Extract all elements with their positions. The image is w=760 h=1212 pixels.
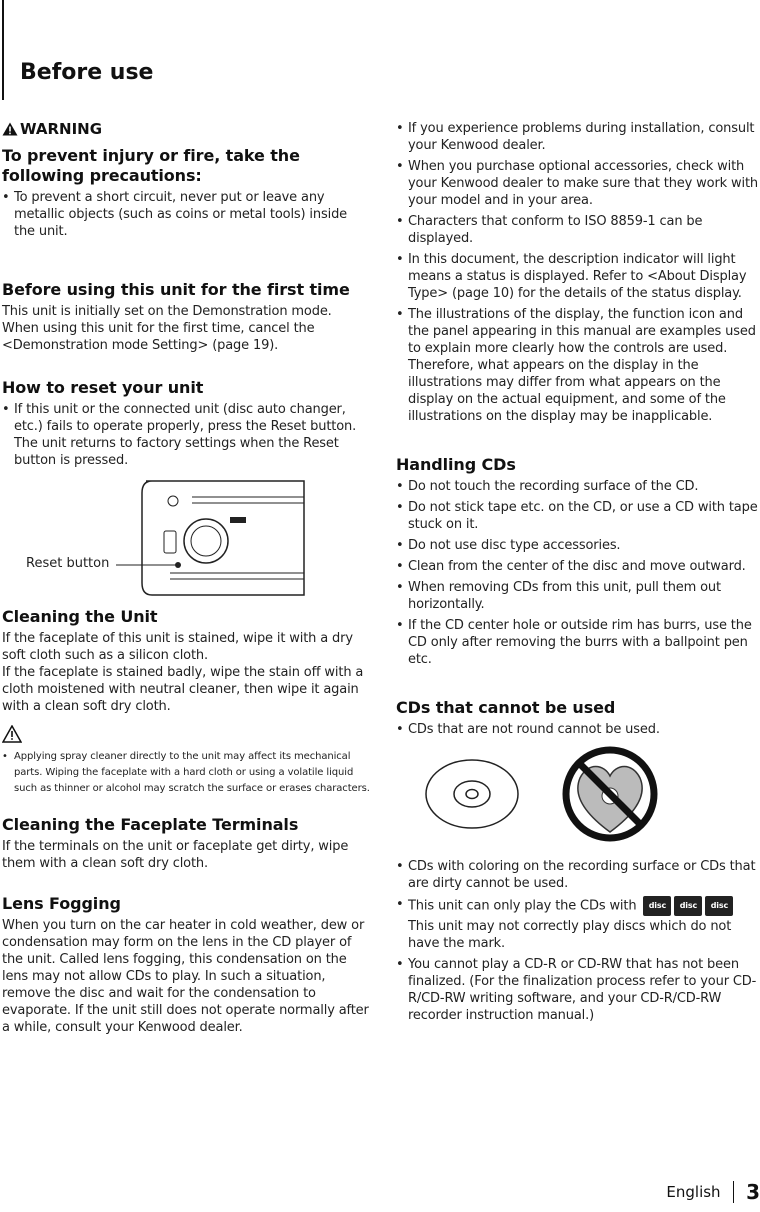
first-time-heading: Before using this unit for the first time [2,280,350,299]
reset-figure [2,475,370,603]
footer-divider [733,1181,735,1203]
handling-section [396,455,760,668]
prohibited-heart-cd-icon [560,744,660,844]
car-stereo-illustration [2,475,370,603]
first-time-body: This unit is initially set on the Demonstration mode. When using this unit for the first time, cancel the <Demonstration mode Setting> (page 19). [2,304,332,353]
page-number: 3 [746,1180,760,1204]
warning-label [2,120,370,138]
reset-button-label: Reset button [26,556,110,571]
lens-fogging-body: When you turn on the car heater in cold weather, dew or condensation may form on the lens in the CD player of the unit. Called lens fogging, this condensation on the lens may not allow CDs to play. In such a situation, remove the disc and wait for the condensation to evaporate. If the unit still does not operate normally after a while, consult your Kenwood dealer. [2,918,369,1035]
list-item: • CDs with coloring on the recording surface or CDs that are dirty cannot be used. [396,858,760,892]
list-item: • Applying spray cleaner directly to the unit may affect its mechanical parts. Wiping the faceplate with a hard cloth or using a volatile liquid such as thinner or alcohol may scratch the surface or erases characters. [2,749,370,797]
cleaning-unit-section [2,607,370,797]
list-item: • If this unit or the connected unit (disc auto changer, etc.) fails to operate properly, press the Reset button. The unit returns to factory settings when the Reset button is pressed. [2,401,370,469]
list-item: • Clean from the center of the disc and move outward. [396,558,760,575]
cleaning-unit-p1: If the faceplate of this unit is stained, wipe it with a dry soft cloth such as a silicon cloth. [2,631,353,663]
warning-text: WARNING [20,120,103,138]
disc-logo-rest: This unit may not correctly play discs which do not have the mark. [408,919,732,951]
language-label: English [666,1183,721,1201]
reset-section [2,378,370,603]
page-footer [666,1180,760,1204]
left-column [2,120,370,1036]
page-rule [2,0,4,100]
list-item: • When you purchase optional accessories, check with your Kenwood dealer to make sure that they work with your model and in your area. [396,158,760,209]
round-cd-icon [422,744,522,844]
lens-fogging-heading: Lens Fogging [2,894,121,913]
list-item: • You cannot play a CD-R or CD-RW that has not been finalized. (For the finalization process refer to your CD-R/CD-RW writing software, and your CD-R/CD-RW recorder instruction manual.) [396,956,760,1024]
cannot-section [396,698,760,1024]
list-item: • Do not stick tape etc. on the CD, or use a CD with tape stuck on it. [396,499,760,533]
disc-logo-icon: disc [705,896,733,916]
list-item: • CDs that are not round cannot be used. [396,721,760,738]
list-item [396,896,760,952]
list-item: • To prevent a short circuit, never put or leave any metallic objects (such as coins or metal tools) inside the unit. [2,189,370,240]
disc-logo-icon: disc [643,896,671,916]
list-item: • When removing CDs from this unit, pull them out horizontally. [396,579,760,613]
list-item: • In this document, the description indicator will light means a status is displayed. Refer to <About Display Type> (page 10) for the details of the status display. [396,251,760,302]
warning-heading: To prevent injury or fire, take the following precautions: [2,146,300,185]
reset-heading: How to reset your unit [2,378,204,397]
first-time-section [2,280,370,354]
disc-logo-icon: disc [674,896,702,916]
general-notes [396,120,760,425]
list-item: • If you experience problems during installation, consult your Kenwood dealer. [396,120,760,154]
list-item: • Do not touch the recording surface of the CD. [396,478,760,495]
list-item: • The illustrations of the display, the function icon and the panel appearing in this manual are examples used to explain more clearly how the controls are used. Therefore, what appears on the display in the illustrations may differ from what appears on the display on the actual equipment, and some of the illustrations on the display may be inapplicable. [396,306,760,425]
cleaning-unit-p2: If the faceplate is stained badly, wipe the stain off with a cloth moistened with neutral cleaner, then wipe it again with a clean soft dry cloth. [2,665,364,714]
right-column [396,120,760,1024]
cleaning-terminals-heading: Cleaning the Faceplate Terminals [2,815,299,834]
warning-section [2,120,370,240]
cleaning-unit-heading: Cleaning the Unit [2,607,158,626]
cleaning-terminals-section [2,815,370,872]
list-item: • Characters that conform to ISO 8859-1 can be displayed. [396,213,760,247]
list-item: • If the CD center hole or outside rim has burrs, use the CD only after removing the burrs with a ballpoint pen etc. [396,617,760,668]
caution-block [2,725,370,797]
lens-fogging-section [2,894,370,1036]
cannot-heading: CDs that cannot be used [396,698,616,717]
page-title: Before use [20,60,154,85]
list-item: • Do not use disc type accessories. [396,537,760,554]
cleaning-terminals-body: If the terminals on the unit or faceplate get dirty, wipe them with a clean soft dry cloth. [2,839,349,871]
warning-icon [2,122,18,136]
cd-illustration [396,744,760,844]
handling-heading: Handling CDs [396,455,516,474]
disc-logo-intro: This unit can only play the CDs with [408,898,637,914]
caution-icon [2,725,22,743]
